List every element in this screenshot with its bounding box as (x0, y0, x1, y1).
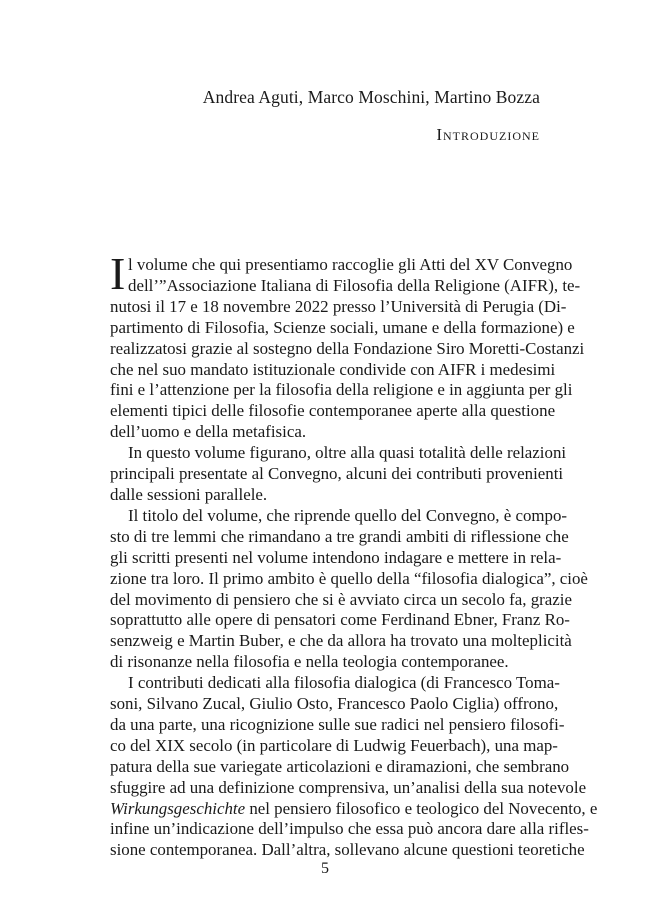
text-line: sione contemporanea. Dall’altra, sollevano alcune questioni teoretiche (110, 840, 585, 860)
text-line: infine un’indicazione dell’impulso che essa può ancora dare alla rifles- (110, 819, 589, 839)
text-line: patura della sue variegate articolazioni e diramazioni, che sembrano (110, 756, 570, 776)
text-line: che nel suo mandato istituzionale condivide con AIFR i medesimi (110, 359, 556, 379)
text-line: principali presentate al Convegno, alcuni dei contributi provenienti (110, 464, 564, 484)
text-line: nutosi il 17 e 18 novembre 2022 presso l’Università di Perugia (Di- (110, 296, 567, 316)
text-line: Il titolo del volume, che riprende quello del Convegno, è compo- (128, 505, 568, 525)
chapter-authors: Andrea Aguti, Marco Moschini, Martino Bozza (202, 87, 540, 107)
text-line: dell’uomo e della metafisica. (110, 422, 307, 442)
text-line: di risonanze nella filosofia e nella teologia contemporanee. (110, 652, 509, 672)
text-line: partimento di Filosofia, Scienze sociali, umane e della formazione) e (110, 317, 575, 337)
text-line: sto di tre lemmi che rimandano a tre grandi ambiti di riflessione che (110, 526, 569, 546)
paragraph-3 (110, 505, 588, 673)
text-line: dalle sessioni parallele. (110, 484, 268, 504)
text-line: In questo volume figurano, oltre alla quasi totalità delle relazioni (128, 443, 567, 463)
text-line: sfuggire ad una definizione comprensiva, un’analisi della sua notevole (110, 777, 587, 797)
text-line: realizzatosi grazie al sostegno della Fondazione Siro Moretti-Costanzi (110, 338, 585, 358)
text-line: soni, Silvano Zucal, Giulio Osto, Francesco Paolo Ciglia) offrono, (110, 694, 559, 714)
text-line: zione tra loro. Il primo ambito è quello della “filosofia dialogica”, cioè (110, 568, 588, 588)
paragraph-1 (110, 248, 585, 443)
text-line: co del XIX secolo (in particolare di Ludwig Feuerbach), una map- (110, 735, 558, 755)
body-text (110, 248, 598, 861)
text-line: soprattutto alle opere di pensatori come Ferdinand Ebner, Franz Ro- (110, 610, 570, 630)
text-line: elementi tipici delle filosofie contemporanee aperte alla questione (110, 401, 556, 421)
paragraph-4 (110, 673, 598, 861)
drop-cap: I (110, 248, 126, 299)
text-line: del movimento di pensiero che si è avviato circa un secolo fa, grazie (110, 589, 572, 609)
italic-term: Wirkungsgeschichte (110, 798, 246, 818)
text-line: fini e l’attenzione per la filosofia della religione e in aggiunta per gli (110, 380, 573, 400)
text-line: I l volume che qui presentiamo raccoglie gli Atti del XV Convegno (110, 248, 573, 299)
chapter-title: Introduzione (436, 125, 540, 144)
page-number: 5 (321, 860, 329, 877)
text-line: Wirkungsgeschichte nel pensiero filosofico e teologico del Novecento, e (110, 798, 598, 818)
text-line: I contributi dedicati alla filosofia dialogica (di Francesco Toma- (128, 673, 560, 693)
text-line: da una parte, una ricognizione sulle sue radici nel pensiero filosofi- (110, 714, 565, 734)
paragraph-2 (110, 443, 567, 506)
text-line: dell’”Associazione Italiana di Filosofia della Religione (AIFR), te- (128, 275, 581, 295)
text-line: senzweig e Martin Buber, e che da allora ha trovato una molteplicità (110, 631, 572, 651)
text-line: gli scritti presenti nel volume intendono indagare e mettere in rela- (110, 547, 562, 567)
